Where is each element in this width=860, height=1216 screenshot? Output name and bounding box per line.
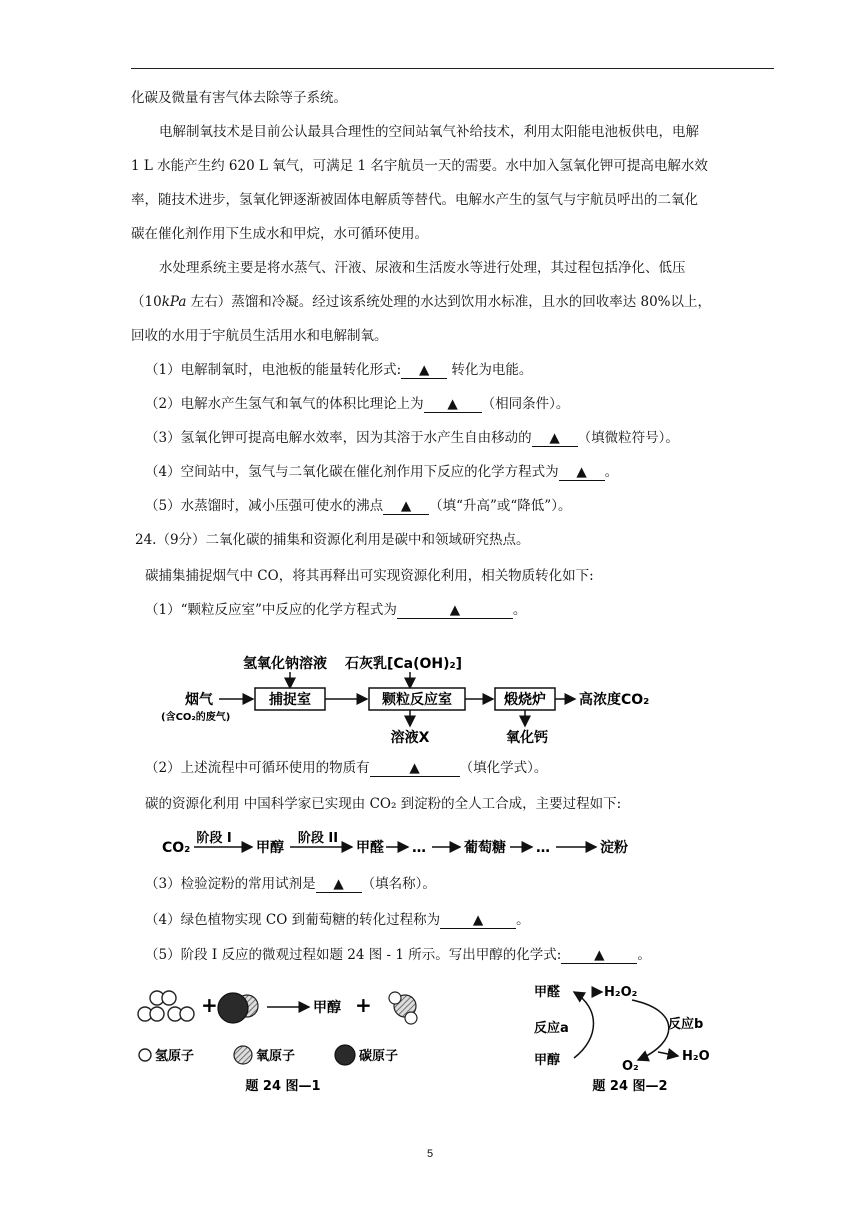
legend-hydrogen-symbol [139,1049,151,1061]
formaldehyde-label: 甲醛 [356,840,384,856]
sub-question-3: （3）检验淀粉的常用试剂是 ▲ （填名称）。 [145,876,436,892]
arc-reaction-b [632,1000,669,1060]
para-line: 碳在催化剂作用下生成水和甲烷，水可循环使用。 [131,226,428,242]
capture-chamber-label: 捕捉室 [269,692,311,708]
arc-reaction-a [574,992,594,1058]
sub-question-2: （2）上述流程中可循环使用的物质有 ▲ （填化学式）。 [145,760,548,776]
cao-label: 氧化钙 [506,730,548,746]
question-2: （2）电解水产生氢气和氧气的体积比理论上为 ▲ （相同条件）。 [145,396,570,412]
legend-carbon-symbol [335,1045,355,1065]
figure-24-1 [133,980,453,1100]
answer-blank: ▲ [532,430,578,447]
pressure-unit: kPa [161,294,187,310]
hydrogen-molecules [138,991,194,1021]
figure-caption: 题 24 图—1 [245,1079,321,1094]
answer-blank: ▲ [401,362,447,379]
header-rule [131,68,774,69]
co-molecule [218,993,258,1023]
starch-label: 淀粉 [600,840,628,856]
para-line: 碳捕集捕捉烟气中 CO，将其再释出可实现资源化利用，相关物质转化如下: [145,568,594,584]
ellipsis: … [536,840,550,856]
flue-gas-note: (含CO₂的废气) [161,712,231,723]
legend-oxygen-symbol [234,1046,252,1064]
arrow-to-h2o [658,1052,678,1056]
methanol-label: 甲醇 [534,1053,561,1068]
stage-1-label: 阶段 I [196,831,232,846]
plus-sign: + [355,993,372,1017]
reaction-b-label: 反应b [668,1017,704,1032]
para-line: 率，随技术进步，氢氧化钾逐渐被固体电解质等替代。电解水产生的氢气与宇航员呼出的二氧化 [131,192,698,208]
sub-question-4: （4）绿色植物实现 CO 到葡萄糖的转化过程称为 ▲ 。 [145,912,530,928]
answer-blank: ▲ [559,464,605,481]
answer-blank: ▲ [424,396,482,413]
h2o2-label: H₂O₂ [604,985,638,1000]
answer-blank: ▲ [383,498,429,515]
h2o-label: H₂O [682,1049,710,1064]
question-3: （3）氢氧化钾可提高电解水效率，因为其溶于水产生自由移动的 ▲ （填微粒符号）。 [145,430,679,446]
legend-carbon-label: 碳原子 [359,1049,399,1064]
reaction-a-label: 反应a [534,1021,569,1036]
lime-label: 石灰乳[Ca(OH)₂] [345,656,463,672]
co2-to-starch-flow [160,822,660,866]
legend-hydrogen-label: 氢原子 [155,1049,195,1064]
question-4: （4）空间站中，氢气与二氧化碳在催化剂作用下反应的化学方程式为 ▲ 。 [145,464,619,480]
para-line: 回收的水用于宇航员生活用水和电解制氧。 [131,328,388,344]
para-line: 碳的资源化利用 中国科学家已实现由 CO₂ 到淀粉的全人工合成，主要过程如下: [145,796,622,812]
co2-label: CO₂ [162,840,191,856]
solution-x-label: 溶液X [390,730,430,746]
legend-oxygen-label: 氧原子 [256,1049,296,1064]
product-methanol-label: 甲醇 [313,1000,341,1016]
o2-label: O₂ [622,1059,639,1074]
flue-gas-label: 烟气 [185,692,213,708]
para-line: 化碳及微量有害气体去除等子系统。 [131,90,347,106]
para-line: 电解制氧技术是目前公认最具合理性的空间站氧气补给技术，利用太阳能电池板供电，电解 [159,124,699,140]
answer-blank: ▲ [397,602,513,619]
para-line [131,292,711,312]
answer-blank: ▲ [370,760,460,777]
pressure-value: （10 [131,294,162,310]
question-24-title: 24.（9分）二氧化碳的捕集和资源化利用是碳中和领域研究热点。 [135,532,530,548]
page-number: 5 [426,1148,434,1160]
question-1: （1）电解制氧时，电池板的能量转化形式: ▲ 转化为电能。 [145,362,533,378]
particle-reactor-label: 颗粒反应室 [382,692,452,708]
answer-blank: ▲ [440,912,516,929]
carbon-capture-flow-diagram [155,626,675,754]
sub-question-1: （1）“颗粒反应室”中反应的化学方程式为 ▲ 。 [145,602,527,618]
plus-sign: + [201,993,218,1017]
answer-blank: ▲ [561,947,637,964]
formaldehyde-label: 甲醛 [534,985,561,1000]
question-5: （5）水蒸馏时，减小压强可使水的沸点 ▲ （填“升高”或“降低”）。 [145,498,572,514]
methanol-label: 甲醇 [256,840,284,856]
answer-blank: ▲ [316,876,362,893]
output-co2-label: 高浓度CO₂ [579,692,650,708]
para-line: 1 L 水能产生约 620 L 氧气，可满足 1 名宇航员一天的需要。水中加入氢氧化钾可提高电解水效 [131,158,708,174]
kiln-label: 煅烧炉 [504,692,546,708]
sub-question-5: （5）阶段 I 反应的微观过程如题 24 图 - 1 所示。写出甲醇的化学式: ▲ 。 [145,947,651,963]
water-molecule [389,992,417,1024]
para-line: 水处理系统主要是将水蒸气、汗液、尿液和生活废水等进行处理，其过程包括净化、低压 [159,260,686,276]
glucose-label: 葡萄糖 [464,840,506,856]
naoh-label: 氢氧化钠溶液 [243,656,327,672]
para-text: 左右）蒸馏和冷凝。经过该系统处理的水达到饮用水标准，且水的回收率达 80%以上， [186,294,711,310]
figure-24-2 [530,978,760,1102]
stage-2-label: 阶段 II [297,831,339,846]
ellipsis: … [412,840,426,856]
figure-caption: 题 24 图—2 [592,1079,668,1094]
